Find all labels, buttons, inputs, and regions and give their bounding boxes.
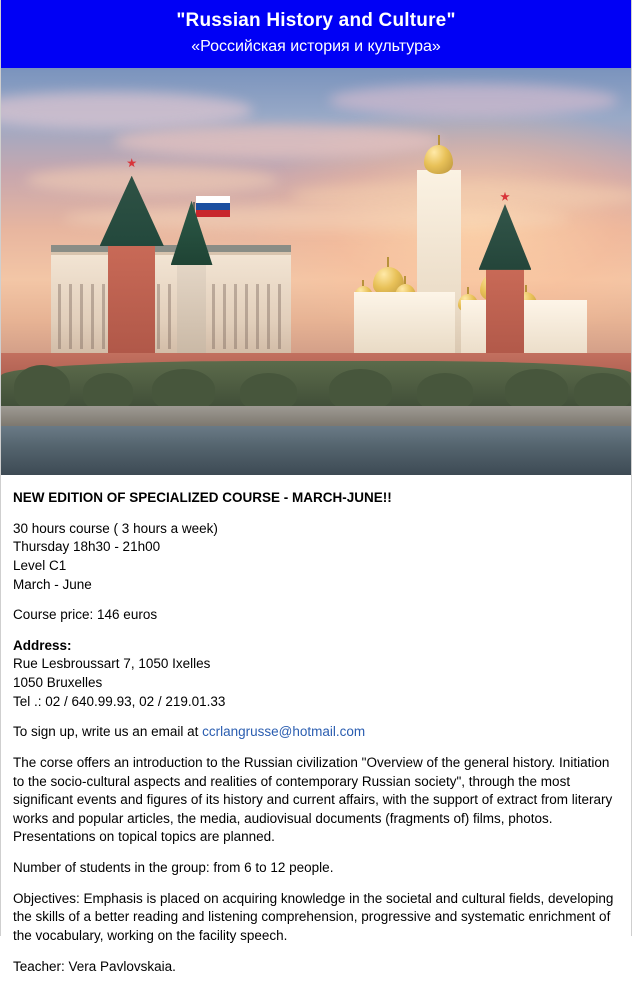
course-description: The corse offers an introduction to the Russian civilization "Overview of the general history. Initiation to the socio-cultural aspects and realities of contemporary Russian society", through the most significant events and figures of its history and current affairs, with the support of extract from literary works and popular articles, the media, audiovisual documents (fragments of) films, photos. Presentations on topical topics are planned. — [13, 754, 613, 845]
cloud-shape — [1, 92, 253, 129]
tree — [14, 365, 71, 410]
tree — [505, 369, 568, 410]
kremlin-tower — [177, 263, 205, 353]
header-banner — [1, 0, 631, 68]
embankment — [1, 406, 631, 426]
palace-windows — [58, 284, 285, 349]
signup-line — [13, 723, 621, 742]
page-title: "Russian History and Culture" — [176, 10, 456, 31]
course-level: Level C1 — [13, 557, 67, 573]
cloud-shape — [114, 125, 442, 158]
course-details-content — [1, 475, 631, 998]
tree — [417, 373, 474, 410]
course-period: March - June — [13, 576, 92, 592]
course-schedule-block — [13, 520, 621, 595]
email-link[interactable]: ccrlangrusse@hotmail.com — [202, 724, 366, 740]
tree — [152, 369, 215, 410]
signup-prefix-text: To sign up, write us an email at — [13, 724, 203, 740]
group-size: Number of students in the group: from 6 to 12 people. — [13, 860, 334, 876]
address-phone: Tel .: 02 / 640.99.93, 02 / 219.01.33 — [13, 693, 226, 709]
golden-dome — [424, 145, 453, 173]
address-street: Rue Lesbroussart 7, 1050 Ixelles — [13, 656, 211, 672]
course-heading: NEW EDITION OF SPECIALIZED COURSE - MARCH-JUNE!! — [13, 490, 392, 506]
course-day-time: Thursday 18h30 - 21h00 — [13, 539, 161, 555]
moskva-river — [1, 426, 631, 475]
course-price: Course price: 146 euros — [13, 607, 158, 623]
address-city: 1050 Bruxelles — [13, 675, 103, 691]
address-label: Address: — [13, 637, 72, 653]
tree — [574, 373, 631, 410]
cloud-shape — [329, 84, 619, 117]
page-subtitle-russian: «Российская история и культура» — [191, 37, 441, 55]
russian-flag-icon — [196, 196, 230, 217]
address-block — [13, 637, 621, 712]
tree — [83, 373, 133, 410]
tree — [240, 373, 297, 410]
course-duration: 30 hours course ( 3 hours a week) — [13, 520, 218, 536]
teacher-name: Teacher: Vera Pavlovskaia. — [13, 958, 176, 974]
tree — [329, 369, 392, 410]
course-objectives: Objectives: Emphasis is placed on acquiring knowledge in the societal and cultural fields, developing the skills of a better reading and listening comprehension, progressive and systematic enrichment of the vocabulary, working on the facility speech. — [13, 890, 614, 943]
cloud-shape — [26, 166, 278, 194]
hero-image-kremlin — [1, 68, 631, 475]
